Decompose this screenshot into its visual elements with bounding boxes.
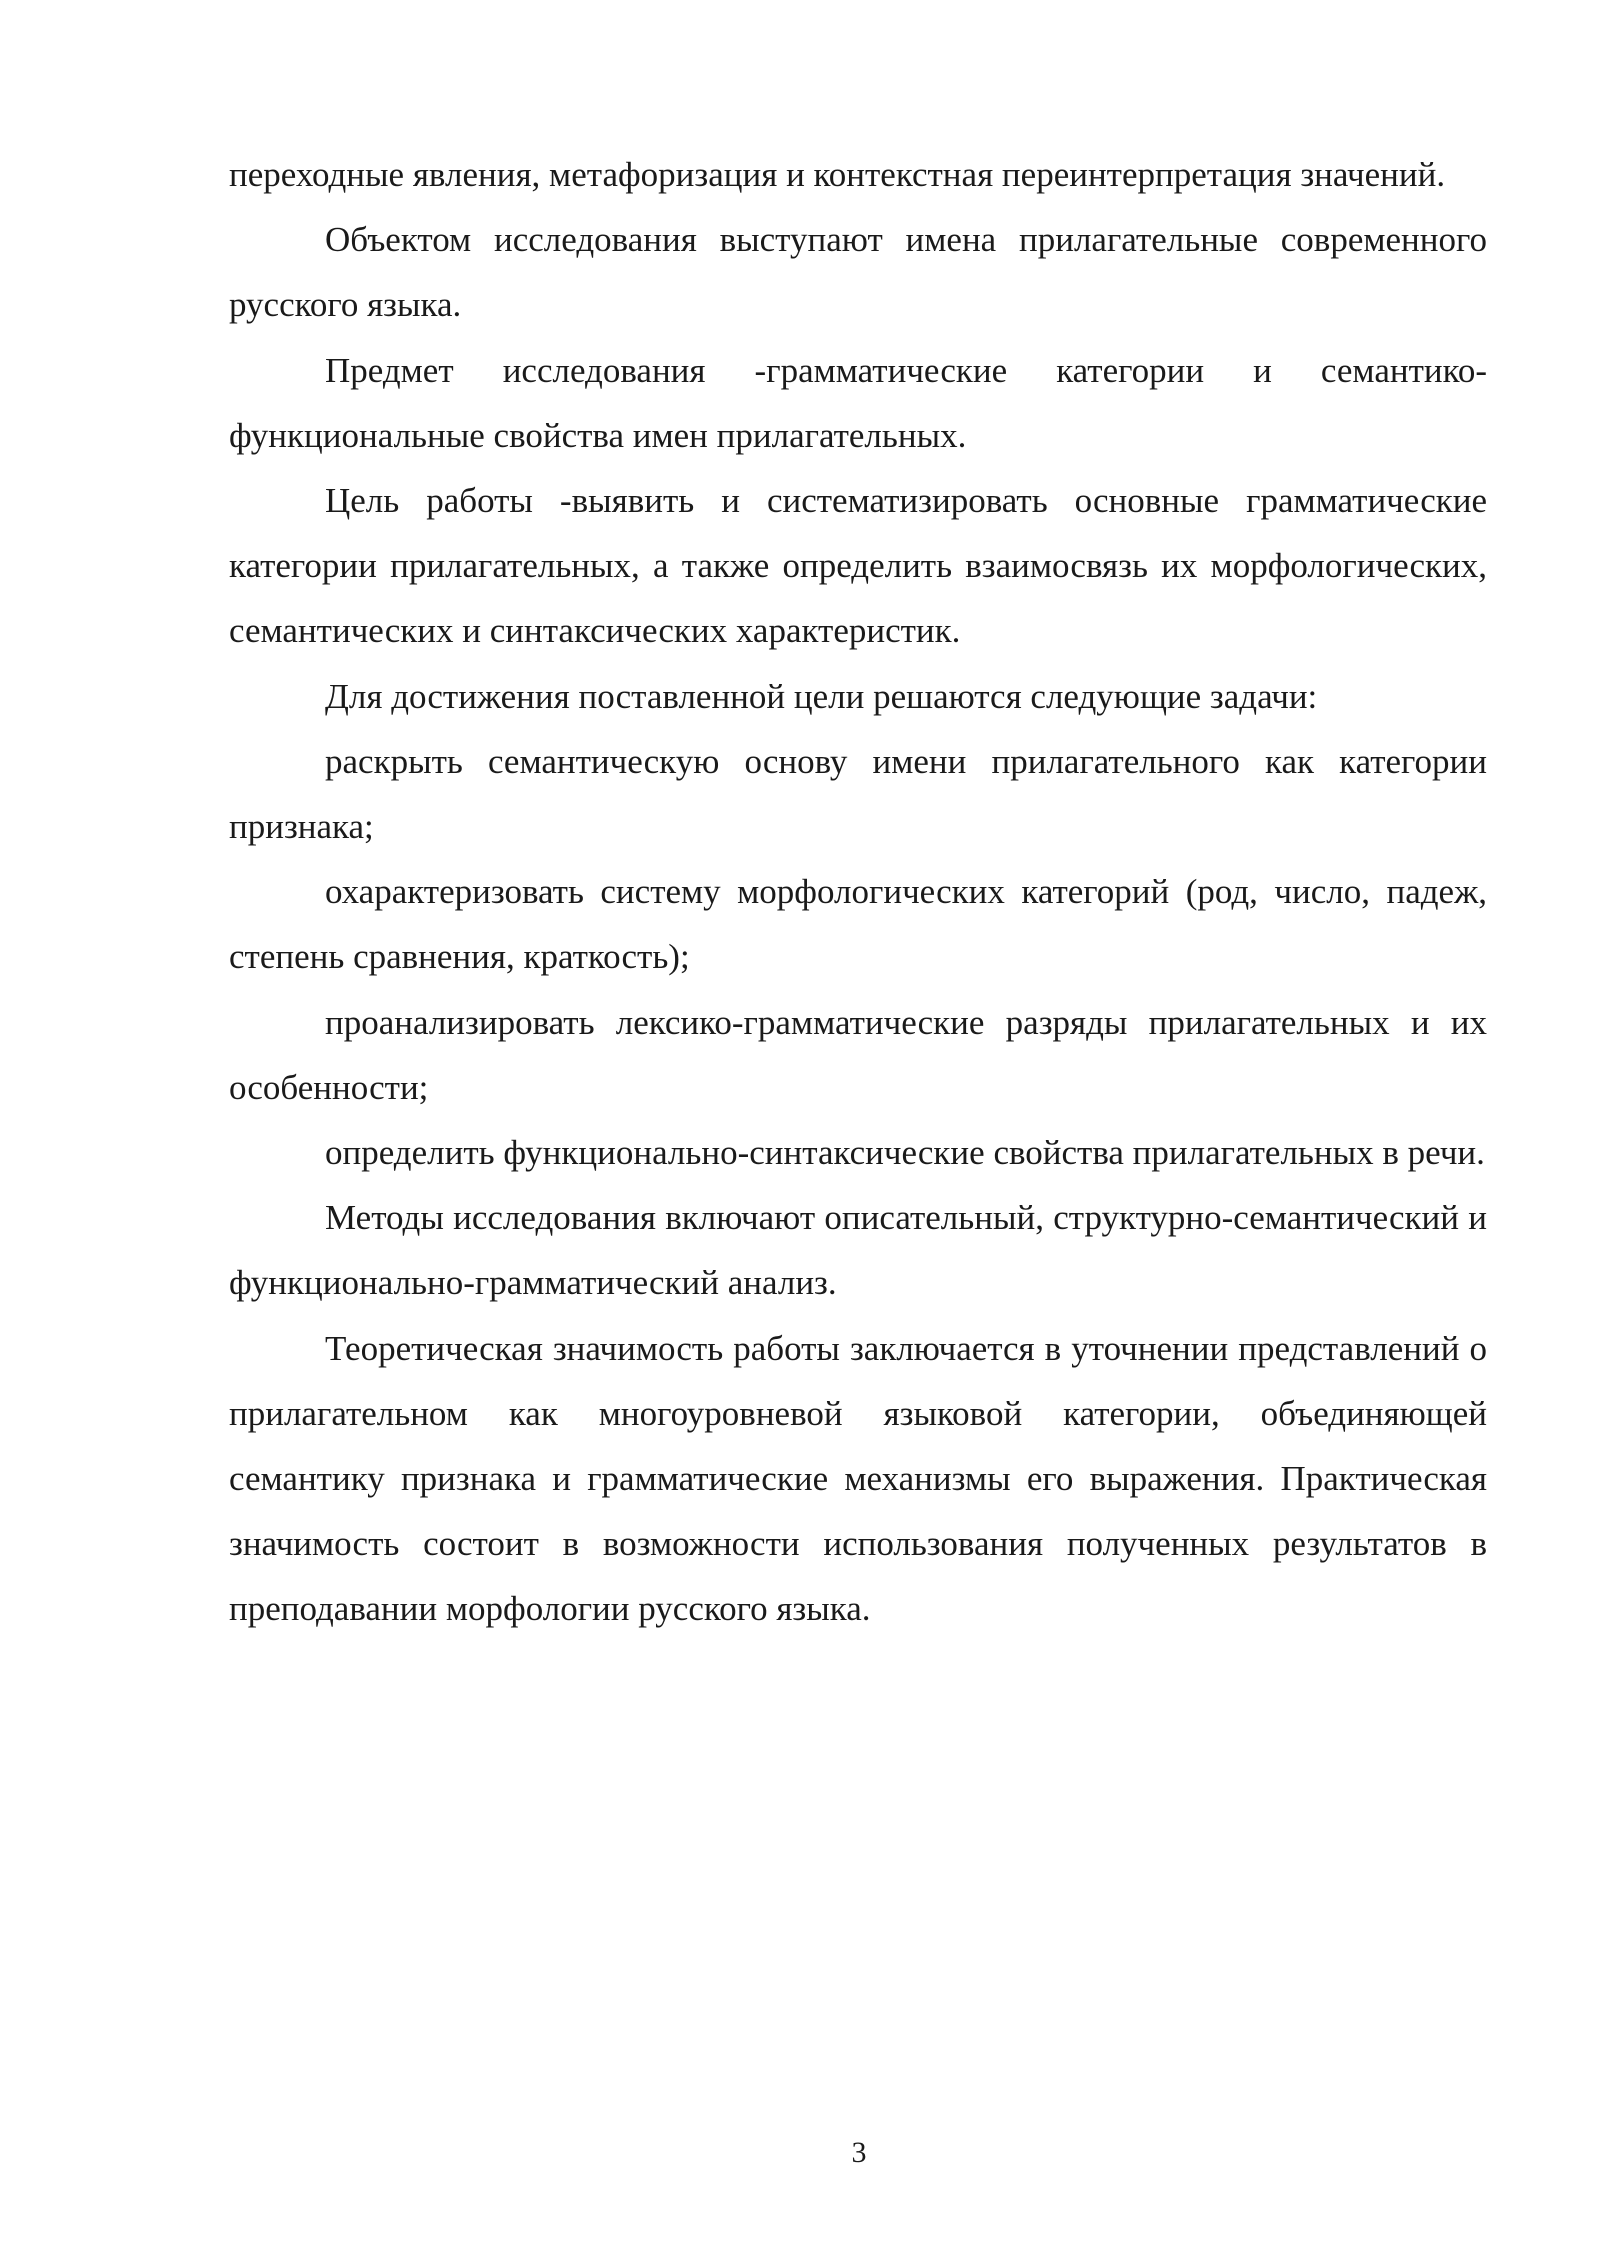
paragraph-goal: Цель работы -выявить и систематизировать основные грамматические категории прилагательных, а также определить взаимосвязь их морфологических, семантических и синтаксических характеристик.	[229, 481, 1487, 651]
paragraph-task-3: проанализировать лексико-грамматические разряды прилагательных и их особенности;	[229, 1002, 1487, 1107]
paragraph-continuation: переходные явления, метафоризация и контекстная переинтерпретация значений.	[229, 155, 1446, 194]
paragraph-methods: Методы исследования включают описательный, структурно-семантический и функционально-грамматический анализ.	[229, 1198, 1487, 1303]
paragraph-significance: Теоретическая значимость работы заключается в уточнении представлений о прилагательном как многоуровневой языковой категории, объединяющей семантику признака и грамматические механизмы его выражения. Практическая значимость состоит в возможности использования полученных результатов в преподавании морфологии русского языка.	[229, 1328, 1487, 1629]
paragraph-task-1: раскрыть семантическую основу имени прилагательного как категории признака;	[229, 741, 1487, 847]
body-text	[229, 142, 1487, 1642]
page-number: 3	[851, 2136, 867, 2169]
paragraph-object: Объектом исследования выступают имена прилагательные современного русского языка.	[229, 220, 1487, 325]
paragraph-task-4: определить функционально-синтаксические свойства прилагательных в речи.	[325, 1133, 1485, 1173]
paragraph-task-2: охарактеризовать систему морфологических категорий (род, число, падеж, степень сравнения, краткость);	[229, 872, 1487, 977]
paragraph-tasks-intro: Для достижения поставленной цели решаются следующие задачи:	[325, 676, 1318, 716]
paragraph-subject: Предмет исследования -грамматические категории и семантико-функциональные свойства имен прилагательных.	[229, 350, 1487, 455]
